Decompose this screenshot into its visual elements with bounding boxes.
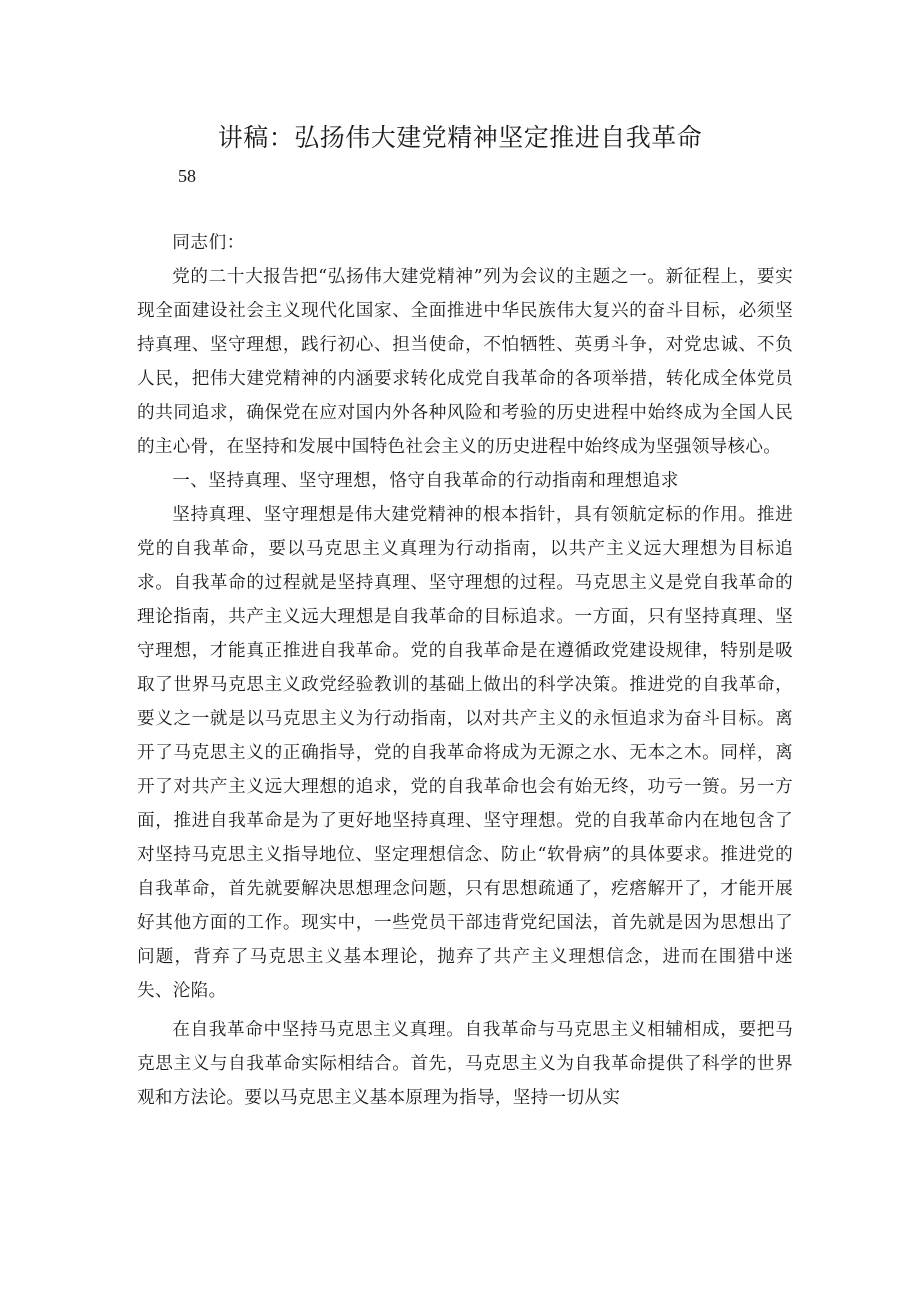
document-body <box>137 226 793 1115</box>
paragraph-intro: 党的二十大报告把“弘扬伟大建党精神”列为会议的主题之一。新征程上，要实现全面建设社会主义现代化国家、全面推进中华民族伟大复兴的奋斗目标，必须坚持真理、坚守理想，践行初心、担当使命，不怕牺牲、英勇斗争，对党忠诚、不负人民，把伟大建党精神的内涵要求转化成党自我革命的各项举措，转化成全体党员的共同追求，确保党在应对国内外各种风险和考验的历史进程中始终成为全国人民的主心骨，在坚持和发展中国特色社会主义的历史进程中始终成为坚强领导核心。 <box>137 267 793 457</box>
section-heading-1: 一、坚持真理、坚守理想，恪守自我革命的行动指南和理想追求 <box>172 471 679 491</box>
document-number: 58 <box>178 166 196 186</box>
document-title: 讲稿：弘扬伟大建党精神坚定推进自我革命 <box>217 123 703 152</box>
paragraph-subsection: 在自我革命中坚持马克思主义真理。自我革命与马克思主义相辅相成，要把马克思主义与自我革命实际相结合。首先，马克思主义为自我革命提供了科学的世界观和方法论。要以马克思主义基本原理为指导，坚持一切从实 <box>137 1020 793 1108</box>
salutation: 同志们： <box>172 233 245 253</box>
paragraph-section-1: 坚持真理、坚守理想是伟大建党精神的根本指针，具有领航定标的作用。推进党的自我革命，要以马克思主义真理为行动指南，以共产主义远大理想为目标追求。自我革命的过程就是坚持真理、坚守理想的过程。马克思主义是党自我革命的理论指南，共产主义远大理想是自我革命的目标追求。一方面，只有坚持真理、坚守理想，才能真正推进自我革命。党的自我革命是在遵循政党建设规律，特别是吸取了世界马克思主义政党经验教训的基础上做出的科学决策。推进党的自我革命，要义之一就是以马克思主义为行动指南，以对共产主义的永恒追求为奋斗目标。离开了马克思主义的正确指导，党的自我革命将成为无源之水、无本之木。同样，离开了对共产主义远大理想的追求，党的自我革命也会有始无终，功亏一篑。另一方面，推进自我革命是为了更好地坚持真理、坚守理想。党的自我革命内在地包含了对坚持马克思主义指导地位、坚定理想信念、防止“软骨病”的具体要求。推进党的自我革命，首先就要解决思想理念问题，只有思想疏通了，疙瘩解开了，才能开展好其他方面的工作。现实中，一些党员干部违背党纪国法，首先就是因为思想出了问题，背弃了马克思主义基本理论，抛弃了共产主义理想信念，进而在围猎中迷失、沦陷。 <box>137 505 793 1001</box>
